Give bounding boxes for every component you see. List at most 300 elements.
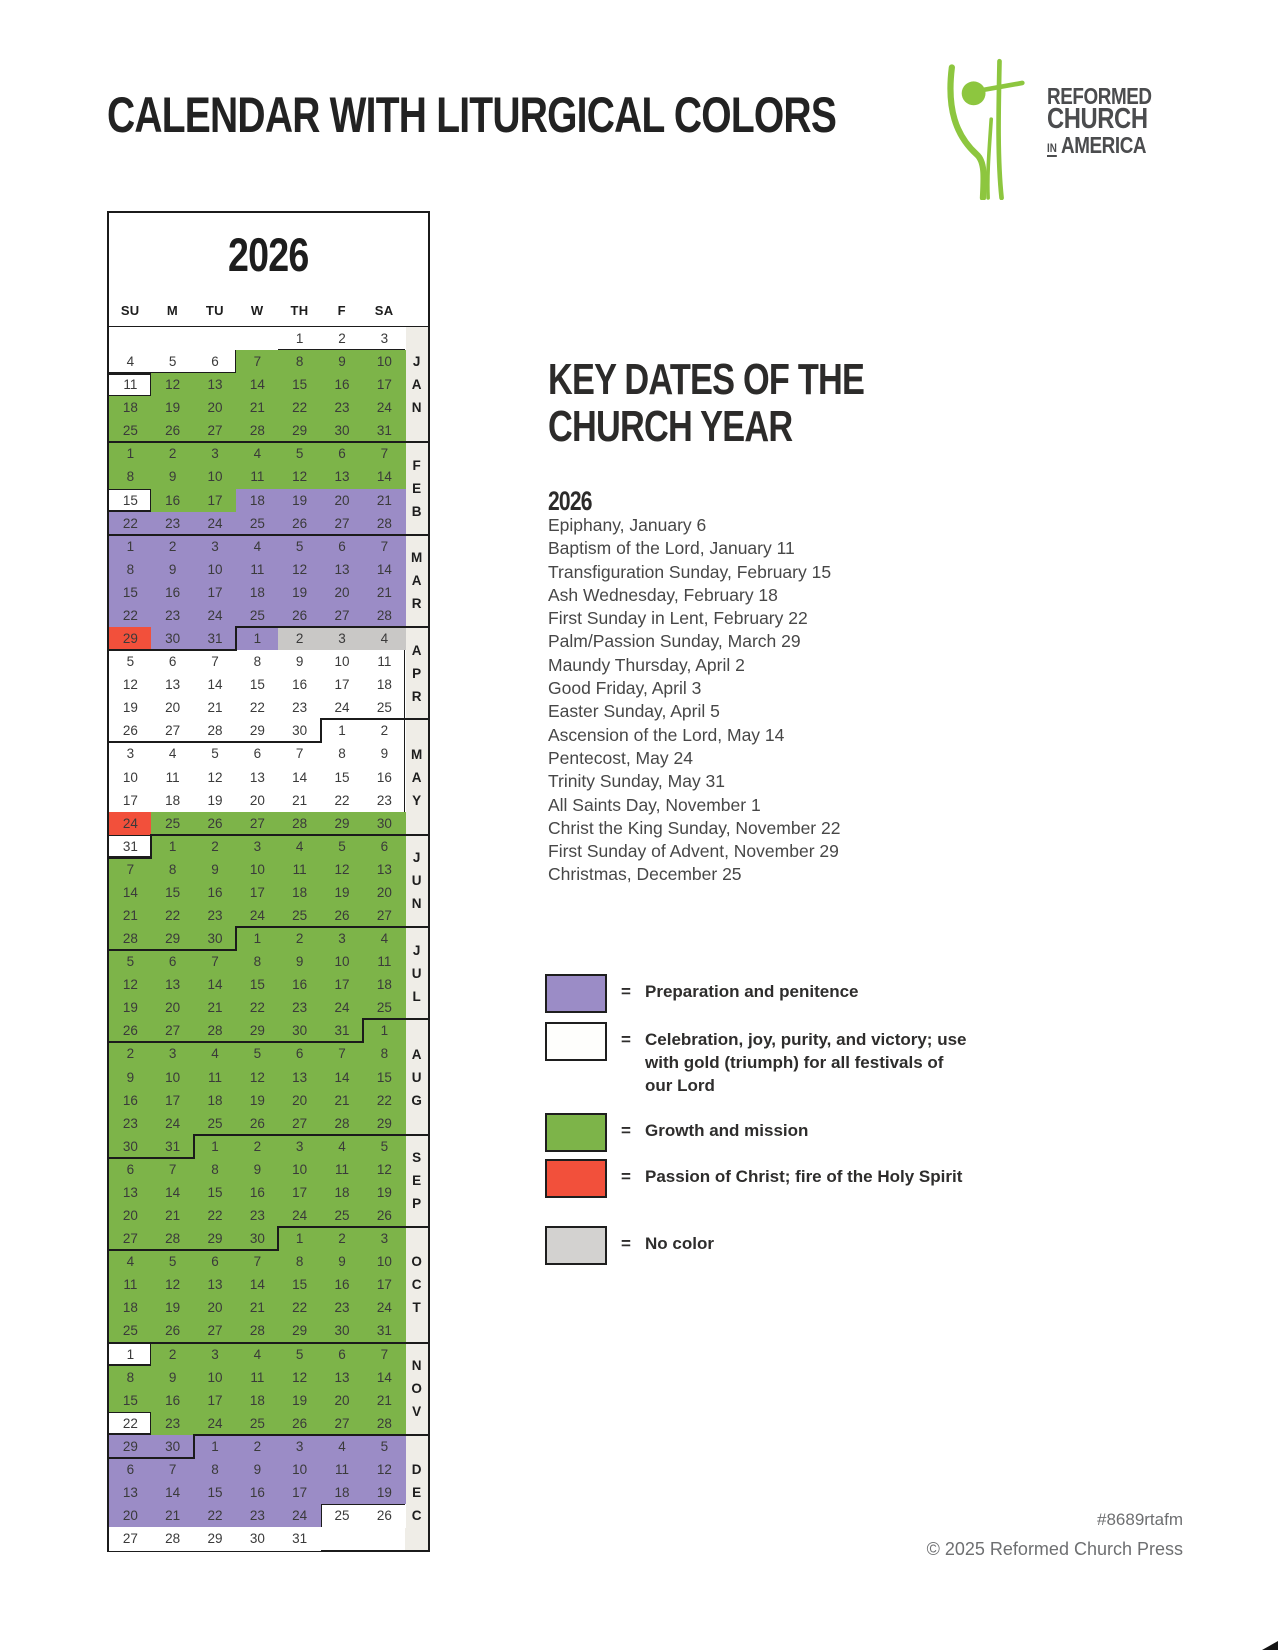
day-cell: 17 bbox=[194, 581, 237, 604]
day-cell: 29 bbox=[363, 1112, 406, 1135]
key-dates-heading-line1: KEY DATES OF THE bbox=[548, 355, 865, 404]
day-cell: 19 bbox=[363, 1181, 406, 1204]
legend-row-white bbox=[545, 1022, 975, 1097]
day-cell: 31 bbox=[363, 1319, 406, 1342]
day-cell: 30 bbox=[278, 719, 321, 742]
day-cell: 6 bbox=[151, 650, 194, 673]
month-boundary-line bbox=[151, 834, 428, 836]
day-cell: 30 bbox=[236, 1227, 279, 1250]
day-cell: 25 bbox=[236, 604, 279, 627]
key-date-item: Ash Wednesday, February 18 bbox=[548, 584, 778, 605]
legend-label bbox=[621, 1159, 975, 1188]
day-cell: 16 bbox=[236, 1481, 279, 1504]
day-cell: 8 bbox=[151, 858, 194, 881]
day-cell: 18 bbox=[363, 673, 406, 696]
day-cell: 16 bbox=[109, 1089, 152, 1112]
day-cell: 19 bbox=[278, 1389, 321, 1412]
day-cell: 21 bbox=[363, 489, 406, 512]
day-cell: 28 bbox=[236, 419, 279, 442]
day-cell: 7 bbox=[363, 1343, 406, 1366]
day-cell: 23 bbox=[236, 1204, 279, 1227]
day-cell: 20 bbox=[194, 1296, 237, 1319]
day-cell: 7 bbox=[151, 1158, 194, 1181]
season-outline bbox=[150, 373, 151, 396]
day-cell: 21 bbox=[236, 396, 279, 419]
month-boundary-line bbox=[363, 1018, 428, 1020]
day-cell: 2 bbox=[109, 1042, 152, 1065]
day-cell: 10 bbox=[363, 350, 406, 373]
day-cell: 26 bbox=[363, 1204, 406, 1227]
key-date-item: Christ the King Sunday, November 22 bbox=[548, 817, 841, 838]
day-cell: 4 bbox=[151, 742, 194, 765]
day-cell: 24 bbox=[194, 604, 237, 627]
day-cell: 16 bbox=[363, 766, 406, 789]
day-cell: 26 bbox=[151, 419, 194, 442]
season-outline bbox=[109, 835, 151, 836]
logo-line-america: AMERICA bbox=[1061, 132, 1147, 158]
day-cell: 5 bbox=[278, 535, 321, 558]
day-cell: 19 bbox=[109, 696, 152, 719]
day-cell: 5 bbox=[363, 1135, 406, 1158]
day-cell: 7 bbox=[236, 350, 279, 373]
legend-label bbox=[621, 974, 975, 1003]
key-date-item: First Sunday of Advent, November 29 bbox=[548, 841, 839, 862]
day-cell: 4 bbox=[363, 927, 406, 950]
day-cell: 26 bbox=[278, 1412, 321, 1435]
day-cell bbox=[109, 327, 152, 350]
day-cell: 14 bbox=[278, 766, 321, 789]
day-cell: 4 bbox=[321, 1435, 364, 1458]
legend-equals-sign: = bbox=[621, 1167, 631, 1186]
page-title bbox=[107, 86, 1042, 144]
month-boundary-line bbox=[109, 1457, 195, 1459]
day-cell: 19 bbox=[194, 789, 237, 812]
day-cell: 8 bbox=[194, 1458, 237, 1481]
day-cell: 20 bbox=[321, 581, 364, 604]
day-cell: 16 bbox=[236, 1181, 279, 1204]
day-cell: 12 bbox=[109, 973, 152, 996]
month-label-nov: N O V bbox=[411, 1358, 422, 1420]
day-cell: 22 bbox=[109, 512, 152, 535]
day-cell: 25 bbox=[109, 1319, 152, 1342]
season-outline bbox=[150, 1412, 151, 1435]
day-cell: 8 bbox=[321, 742, 364, 765]
day-cell: 13 bbox=[278, 1066, 321, 1089]
day-cell: 28 bbox=[194, 719, 237, 742]
day-cell: 19 bbox=[363, 1481, 406, 1504]
day-cell: 7 bbox=[151, 1458, 194, 1481]
day-cell: 24 bbox=[236, 904, 279, 927]
day-cell: 21 bbox=[194, 696, 237, 719]
day-cell: 15 bbox=[321, 766, 364, 789]
day-cell: 8 bbox=[236, 950, 279, 973]
day-cell: 25 bbox=[321, 1504, 364, 1527]
day-cell: 12 bbox=[151, 1273, 194, 1296]
day-cell: 9 bbox=[278, 650, 321, 673]
day-cell: 26 bbox=[363, 1504, 406, 1527]
legend-swatch-gray bbox=[545, 1226, 607, 1265]
day-cell: 15 bbox=[194, 1481, 237, 1504]
day-cell: 9 bbox=[151, 465, 194, 488]
day-cell: 5 bbox=[363, 1435, 406, 1458]
day-cell: 6 bbox=[109, 1158, 152, 1181]
day-cell: 14 bbox=[151, 1481, 194, 1504]
day-cell: 21 bbox=[363, 581, 406, 604]
day-cell: 23 bbox=[151, 604, 194, 627]
day-cell: 13 bbox=[109, 1481, 152, 1504]
day-cell: 6 bbox=[321, 442, 364, 465]
month-label-jul: J U L bbox=[411, 942, 422, 1004]
day-cell: 24 bbox=[363, 1296, 406, 1319]
day-cell: 3 bbox=[278, 1135, 321, 1158]
day-cell: 2 bbox=[278, 927, 321, 950]
day-cell: 11 bbox=[363, 950, 406, 973]
day-cell: 2 bbox=[236, 1435, 279, 1458]
day-cell: 12 bbox=[363, 1158, 406, 1181]
day-cell: 26 bbox=[109, 719, 152, 742]
day-cell bbox=[236, 327, 279, 350]
month-boundary-line bbox=[109, 649, 237, 651]
day-cell: 9 bbox=[194, 858, 237, 881]
day-cell: 15 bbox=[151, 881, 194, 904]
day-cell: 1 bbox=[194, 1135, 237, 1158]
day-cell: 4 bbox=[109, 1250, 152, 1273]
day-cell: 6 bbox=[236, 742, 279, 765]
legend-equals-sign: = bbox=[621, 1030, 631, 1049]
day-cell: 12 bbox=[321, 858, 364, 881]
day-cell: 13 bbox=[151, 973, 194, 996]
day-cell: 28 bbox=[236, 1319, 279, 1342]
rca-logo bbox=[935, 55, 1152, 200]
month-boundary-line bbox=[321, 718, 428, 720]
key-date-item: Baptism of the Lord, January 11 bbox=[548, 538, 795, 559]
day-cell: 4 bbox=[321, 1135, 364, 1158]
day-cell: 7 bbox=[278, 742, 321, 765]
month-label-feb: F E B bbox=[411, 458, 422, 520]
legend-text: Preparation and penitence bbox=[645, 982, 859, 1001]
day-cell: 15 bbox=[278, 1273, 321, 1296]
month-label-jan: J A N bbox=[411, 354, 422, 416]
month-boundary-line bbox=[109, 1041, 364, 1043]
day-cell: 11 bbox=[321, 1158, 364, 1181]
day-cell: 22 bbox=[109, 604, 152, 627]
day-cell: 29 bbox=[194, 1227, 237, 1250]
month-label-mar: M A R bbox=[411, 550, 423, 612]
calendar-year: 2026 bbox=[228, 228, 309, 281]
day-cell: 2 bbox=[151, 535, 194, 558]
day-cell: 25 bbox=[151, 812, 194, 835]
weekday-label: SU bbox=[120, 303, 140, 318]
day-cell: 20 bbox=[363, 881, 406, 904]
day-cell: 27 bbox=[194, 1319, 237, 1342]
season-outline bbox=[363, 1504, 405, 1505]
day-cell: 21 bbox=[363, 1389, 406, 1412]
day-cell: 23 bbox=[236, 1504, 279, 1527]
day-cell: 27 bbox=[194, 419, 237, 442]
month-boundary-line bbox=[193, 1134, 195, 1159]
month-boundary-line bbox=[150, 834, 152, 859]
rca-logo-mark-icon bbox=[935, 55, 1035, 200]
day-cell: 24 bbox=[278, 1504, 321, 1527]
day-cell: 2 bbox=[151, 442, 194, 465]
logo-line-church: CHURCH bbox=[1047, 103, 1148, 135]
day-cell: 17 bbox=[321, 973, 364, 996]
day-cell: 14 bbox=[151, 1181, 194, 1204]
legend-row-purple bbox=[545, 974, 975, 1013]
season-outline bbox=[404, 742, 405, 765]
rca-logo-text bbox=[1047, 83, 1175, 158]
day-cell: 20 bbox=[321, 489, 364, 512]
day-cell: 2 bbox=[321, 1227, 364, 1250]
season-outline bbox=[321, 1504, 363, 1505]
day-cell: 13 bbox=[321, 465, 364, 488]
day-cell: 30 bbox=[109, 1135, 152, 1158]
day-cell: 6 bbox=[194, 1250, 237, 1273]
weekday-label: TU bbox=[205, 303, 224, 318]
day-cell: 16 bbox=[321, 1273, 364, 1296]
day-cell: 23 bbox=[321, 1296, 364, 1319]
day-cell: 12 bbox=[278, 558, 321, 581]
day-cell: 21 bbox=[109, 904, 152, 927]
day-cell: 6 bbox=[321, 535, 364, 558]
day-cell: 21 bbox=[236, 1296, 279, 1319]
day-cell: 18 bbox=[321, 1481, 364, 1504]
day-cell bbox=[363, 1527, 406, 1550]
month-boundary-line bbox=[193, 1434, 195, 1459]
day-cell: 25 bbox=[321, 1204, 364, 1227]
legend-label bbox=[621, 1113, 975, 1142]
day-cell: 13 bbox=[321, 1366, 364, 1389]
day-cell: 8 bbox=[363, 1042, 406, 1065]
day-cell: 6 bbox=[321, 1343, 364, 1366]
legend-label bbox=[621, 1022, 975, 1097]
day-cell bbox=[194, 327, 237, 350]
month-boundary-line bbox=[235, 926, 237, 951]
legend-equals-sign: = bbox=[621, 1234, 631, 1253]
day-cell: 29 bbox=[151, 927, 194, 950]
season-outline bbox=[404, 789, 405, 812]
season-outline bbox=[404, 696, 405, 719]
day-cell: 14 bbox=[363, 558, 406, 581]
day-cell: 1 bbox=[109, 442, 152, 465]
day-cell: 17 bbox=[151, 1089, 194, 1112]
legend-text: Growth and mission bbox=[645, 1121, 809, 1140]
key-date-item: Palm/Passion Sunday, March 29 bbox=[548, 631, 801, 652]
key-date-item: Maundy Thursday, April 2 bbox=[548, 654, 745, 675]
day-cell: 25 bbox=[278, 904, 321, 927]
day-cell: 29 bbox=[109, 1435, 152, 1458]
day-cell: 11 bbox=[194, 1066, 237, 1089]
day-cell: 3 bbox=[194, 442, 237, 465]
day-cell: 24 bbox=[321, 996, 364, 1019]
day-cell: 27 bbox=[151, 1019, 194, 1042]
day-cell: 1 bbox=[151, 835, 194, 858]
day-cell: 15 bbox=[236, 673, 279, 696]
day-cell: 20 bbox=[109, 1204, 152, 1227]
legend-swatch-green bbox=[545, 1113, 607, 1152]
month-label-dec: D E C bbox=[411, 1462, 422, 1524]
month-boundary-line bbox=[277, 1226, 279, 1251]
month-label-may: M A Y bbox=[411, 746, 423, 808]
season-outline bbox=[109, 1364, 151, 1365]
legend-text: No color bbox=[645, 1234, 714, 1253]
day-cell: 15 bbox=[109, 1389, 152, 1412]
day-cell: 27 bbox=[109, 1227, 152, 1250]
season-outline bbox=[404, 719, 405, 742]
day-cell: 3 bbox=[278, 1435, 321, 1458]
day-cell: 20 bbox=[194, 396, 237, 419]
day-cell: 11 bbox=[236, 558, 279, 581]
footer bbox=[927, 1509, 1183, 1560]
day-cell: 28 bbox=[109, 927, 152, 950]
day-cell: 22 bbox=[194, 1204, 237, 1227]
month-boundary-line bbox=[320, 718, 322, 743]
day-cell: 19 bbox=[278, 581, 321, 604]
month-boundary-line bbox=[236, 926, 428, 928]
day-cell: 24 bbox=[321, 696, 364, 719]
day-cell: 29 bbox=[278, 1319, 321, 1342]
day-cell: 30 bbox=[321, 1319, 364, 1342]
day-cell: 24 bbox=[363, 396, 406, 419]
day-cell: 12 bbox=[194, 766, 237, 789]
day-cell: 1 bbox=[278, 327, 321, 350]
day-cell: 8 bbox=[194, 1158, 237, 1181]
day-cell: 1 bbox=[194, 1435, 237, 1458]
day-cell: 12 bbox=[363, 1458, 406, 1481]
key-dates-year: 2026 bbox=[548, 486, 592, 516]
weekday-label: TH bbox=[290, 303, 309, 318]
day-cell: 28 bbox=[321, 1112, 364, 1135]
month-boundary-line bbox=[236, 626, 428, 628]
day-cell: 9 bbox=[151, 1366, 194, 1389]
day-cell: 20 bbox=[151, 996, 194, 1019]
day-cell: 31 bbox=[151, 1135, 194, 1158]
day-cell: 4 bbox=[236, 442, 279, 465]
season-outline bbox=[109, 510, 151, 511]
day-cell: 18 bbox=[109, 396, 152, 419]
day-cell: 3 bbox=[363, 1227, 406, 1250]
day-cell: 31 bbox=[109, 835, 152, 858]
day-cell: 7 bbox=[194, 950, 237, 973]
day-cell: 17 bbox=[236, 881, 279, 904]
day-cell: 14 bbox=[236, 1273, 279, 1296]
weekday-label: M bbox=[166, 303, 179, 318]
day-cell: 12 bbox=[151, 373, 194, 396]
season-outline bbox=[150, 1343, 151, 1366]
day-cell: 30 bbox=[151, 1435, 194, 1458]
day-cell: 15 bbox=[363, 1066, 406, 1089]
day-cell: 9 bbox=[236, 1458, 279, 1481]
day-cell: 29 bbox=[278, 419, 321, 442]
day-cell: 5 bbox=[321, 835, 364, 858]
day-cell: 10 bbox=[194, 558, 237, 581]
day-cell: 9 bbox=[363, 742, 406, 765]
day-cell: 10 bbox=[236, 858, 279, 881]
day-cell: 1 bbox=[109, 1343, 152, 1366]
day-cell: 7 bbox=[321, 1042, 364, 1065]
day-cell: 18 bbox=[321, 1181, 364, 1204]
legend-swatch-red bbox=[545, 1159, 607, 1198]
month-boundary-line bbox=[194, 1134, 428, 1136]
day-cell: 23 bbox=[363, 789, 406, 812]
month-label-aug: A U G bbox=[411, 1046, 422, 1108]
day-cell: 19 bbox=[151, 1296, 194, 1319]
legend-swatch-white bbox=[545, 1022, 607, 1061]
day-cell: 19 bbox=[236, 1089, 279, 1112]
day-cell: 16 bbox=[321, 373, 364, 396]
day-cell: 23 bbox=[151, 512, 194, 535]
day-cell: 22 bbox=[194, 1504, 237, 1527]
day-cell: 10 bbox=[109, 766, 152, 789]
day-cell: 25 bbox=[236, 512, 279, 535]
day-cell: 9 bbox=[321, 350, 364, 373]
day-cell: 19 bbox=[151, 396, 194, 419]
day-cell: 2 bbox=[194, 835, 237, 858]
day-cell: 13 bbox=[194, 373, 237, 396]
month-boundary-line bbox=[362, 1018, 364, 1043]
month-boundary-line bbox=[194, 1434, 428, 1436]
day-cell: 26 bbox=[151, 1319, 194, 1342]
day-cell: 9 bbox=[321, 1250, 364, 1273]
season-outline bbox=[109, 489, 151, 490]
day-cell: 14 bbox=[321, 1066, 364, 1089]
day-cell: 17 bbox=[109, 789, 152, 812]
day-cell: 26 bbox=[109, 1019, 152, 1042]
day-cell: 5 bbox=[194, 742, 237, 765]
day-cell: 24 bbox=[278, 1204, 321, 1227]
month-boundary-line bbox=[278, 1226, 428, 1228]
day-cell: 12 bbox=[109, 673, 152, 696]
footer-copyright: © 2025 Reformed Church Press bbox=[926, 1539, 1183, 1559]
month-boundary-line bbox=[109, 857, 152, 859]
key-date-item: Easter Sunday, April 5 bbox=[548, 701, 720, 722]
key-dates-list bbox=[548, 514, 840, 887]
day-cell: 13 bbox=[151, 673, 194, 696]
day-cell: 18 bbox=[194, 1089, 237, 1112]
day-cell: 23 bbox=[194, 904, 237, 927]
day-cell: 21 bbox=[151, 1504, 194, 1527]
day-cell: 22 bbox=[278, 396, 321, 419]
legend-swatch-purple bbox=[545, 974, 607, 1013]
day-cell: 2 bbox=[151, 1343, 194, 1366]
day-cell: 15 bbox=[109, 489, 152, 512]
day-cell: 5 bbox=[151, 350, 194, 373]
day-cell: 8 bbox=[278, 350, 321, 373]
day-cell: 25 bbox=[236, 1412, 279, 1435]
day-cell: 9 bbox=[109, 1066, 152, 1089]
day-cell: 10 bbox=[321, 950, 364, 973]
day-cell: 11 bbox=[321, 1458, 364, 1481]
day-cell bbox=[321, 1527, 364, 1550]
day-cell: 28 bbox=[363, 604, 406, 627]
day-cell: 8 bbox=[236, 650, 279, 673]
season-outline bbox=[194, 372, 236, 373]
day-cell: 10 bbox=[278, 1458, 321, 1481]
day-cell: 27 bbox=[236, 812, 279, 835]
day-cell: 28 bbox=[151, 1227, 194, 1250]
season-outline bbox=[321, 1504, 322, 1527]
day-cell: 20 bbox=[109, 1504, 152, 1527]
day-cell: 1 bbox=[363, 1019, 406, 1042]
day-cell: 6 bbox=[151, 950, 194, 973]
day-cell: 21 bbox=[321, 1089, 364, 1112]
day-cell: 4 bbox=[278, 835, 321, 858]
day-cell: 28 bbox=[363, 1412, 406, 1435]
day-cell: 14 bbox=[194, 673, 237, 696]
day-cell: 9 bbox=[151, 558, 194, 581]
day-cell: 19 bbox=[278, 489, 321, 512]
day-cell: 1 bbox=[278, 1227, 321, 1250]
